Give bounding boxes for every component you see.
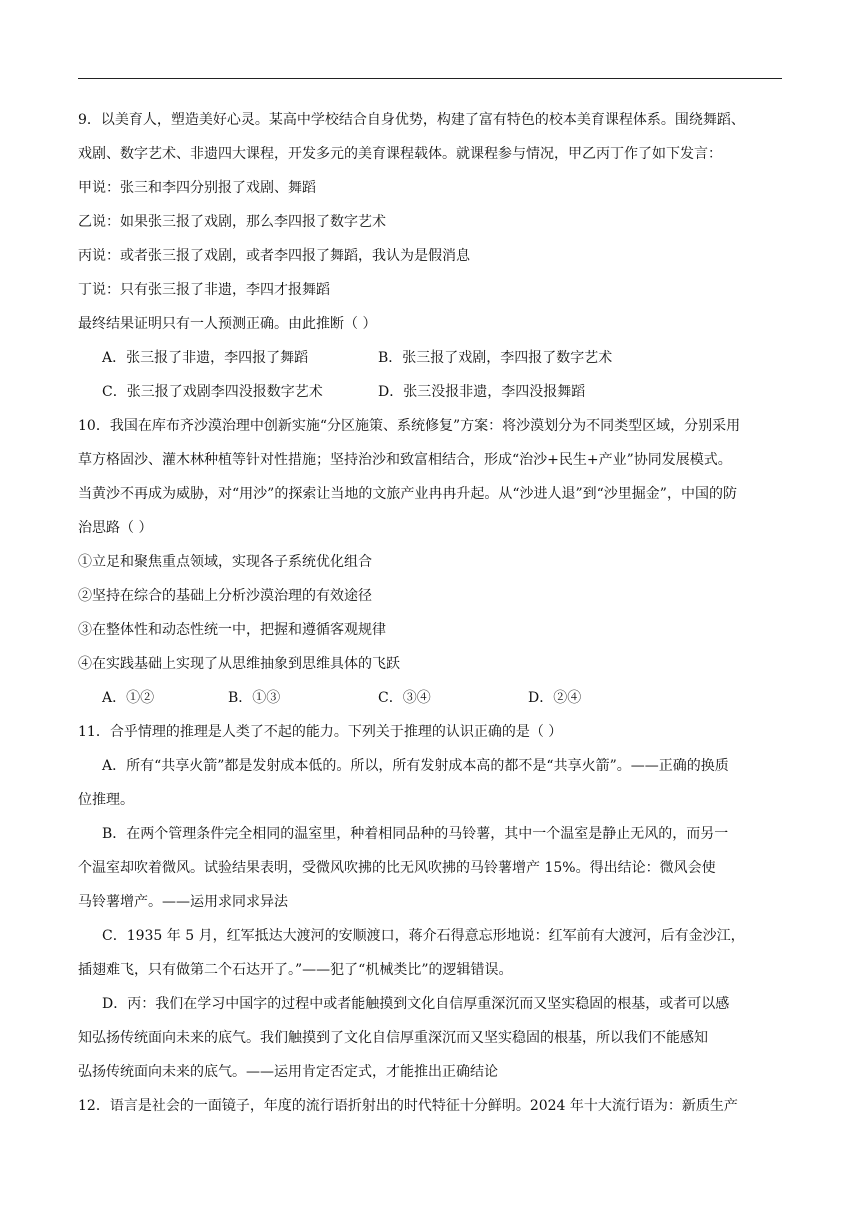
q11-option-c-line-1: C．1935 年 5 月，红军抵达大渡河的安顺渡口，蒋介石得意忘形地说：红军前有大渡河，后有金沙江，	[102, 928, 745, 944]
header-rule	[78, 78, 782, 79]
q11-option-b-line-2: 个温室却吹着微风。试验结果表明，受微风吹拂的比无风吹拂的马铃薯增产 15%。得出结论：微风会使	[78, 860, 716, 876]
q9-option-b: B．张三报了戏剧，李四报了数字艺术	[378, 350, 613, 366]
q9-final: 最终结果证明只有一人预测正确。由此推断（ ）	[78, 316, 377, 332]
q10-item-2: ②坚持在综合的基础上分析沙漠治理的有效途径	[78, 588, 372, 604]
q11-option-d-line-3: 弘扬传统面向未来的底气。——运用肯定否定式，才能推出正确结论	[78, 1064, 498, 1080]
q11-option-d-line-1: D．丙：我们在学习中国字的过程中或者能触摸到文化自信厚重深沉而又坚实稳固的根基，或者可以感	[102, 996, 730, 1012]
q9-statement-jia: 甲说：张三和李四分别报了戏剧、舞蹈	[78, 180, 316, 196]
q10-stem-line-3: 当黄沙不再成为威胁，对“用沙”的探索让当地的文旅产业冉冉升起。从“沙进人退”到“沙里掘金”，中国的防	[78, 486, 737, 502]
q9-stem-line-1: 9．以美育人，塑造美好心灵。某高中学校结合自身优势，构建了富有特色的校本美育课程体系。围绕舞蹈、	[78, 112, 745, 128]
q9-stem-line-2: 戏剧、数字艺术、非遗四大课程，开发多元的美育课程载体。就课程参与情况，甲乙丙丁作了如下发言：	[78, 146, 722, 162]
q10-option-b: B．①③	[228, 690, 281, 706]
q11-option-c-line-2: 插翅难飞，只有做第二个石达开了。”——犯了“机械类比”的逻辑错误。	[78, 962, 513, 978]
q9-statement-yi: 乙说：如果张三报了戏剧，那么李四报了数字艺术	[78, 214, 386, 230]
q10-stem-line-2: 草方格固沙、灌木林种植等针对性措施；坚持治沙和致富相结合，形成“治沙+民生+产业”协同发展模式。	[78, 452, 732, 468]
q9-option-d: D．张三没报非遗，李四没报舞蹈	[378, 384, 586, 400]
q10-option-d: D．②④	[528, 690, 582, 706]
q10-option-a: A．①②	[102, 690, 155, 706]
q12-stem-line-1: 12．语言是社会的一面镜子，年度的流行语折射出的时代特征十分鲜明。2024 年十大流行语为：新质生产	[78, 1098, 738, 1114]
q9-option-a: A．张三报了非遗，李四报了舞蹈	[102, 350, 309, 366]
q10-option-c: C．③④	[378, 690, 431, 706]
q10-stem-line-1: 10．我国在库布齐沙漠治理中创新实施“分区施策、系统修复”方案：将沙漠划分为不同类型区域，分别采用	[78, 418, 741, 434]
q11-option-a-line-2: 位推理。	[78, 792, 134, 808]
q10-item-1: ①立足和聚焦重点领域，实现各子系统优化组合	[78, 554, 372, 570]
q11-stem: 11．合乎情理的推理是人类了不起的能力。下列关于推理的认识正确的是（ ）	[78, 724, 563, 740]
q10-item-3: ③在整体性和动态性统一中，把握和遵循客观规律	[78, 622, 386, 638]
q11-option-b-line-1: B．在两个管理条件完全相同的温室里，种着相同品种的马铃薯，其中一个温室是静止无风的，而另一	[102, 826, 729, 842]
q9-statement-ding: 丁说：只有张三报了非遗，李四才报舞蹈	[78, 282, 330, 298]
q11-option-b-line-3: 马铃薯增产。——运用求同求异法	[78, 894, 288, 910]
q10-item-4: ④在实践基础上实现了从思维抽象到思维具体的飞跃	[78, 656, 400, 672]
q11-option-d-line-2: 知弘扬传统面向未来的底气。我们触摸到了文化自信厚重深沉而又坚实稳固的根基，所以我们不能感知	[78, 1030, 708, 1046]
q11-option-a-line-1: A．所有“共享火箭”都是发射成本低的。所以，所有发射成本高的都不是“共享火箭”。——正确的换质	[102, 758, 729, 774]
q9-statement-bing: 丙说：或者张三报了戏剧，或者李四报了舞蹈，我认为是假消息	[78, 248, 470, 264]
q10-stem-line-4: 治思路（ ）	[78, 520, 153, 536]
q9-option-c: C．张三报了戏剧李四没报数字艺术	[102, 384, 323, 400]
